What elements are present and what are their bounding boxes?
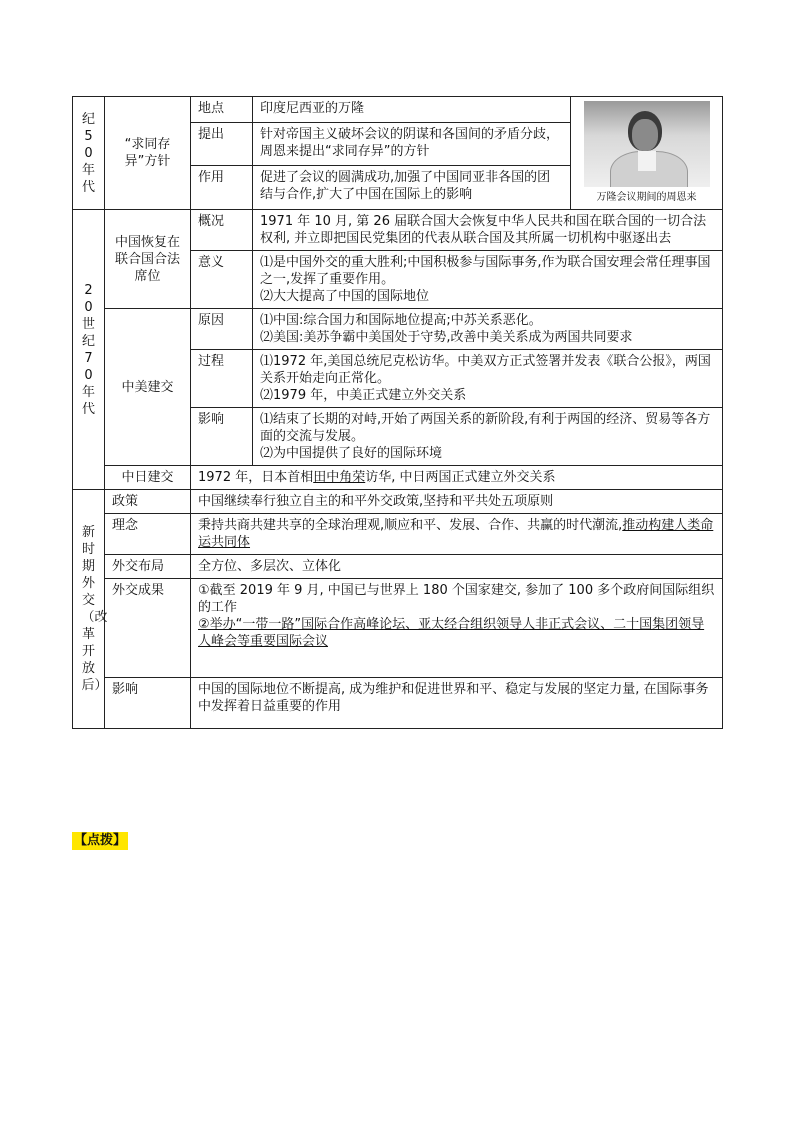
yingxiang-item-1: ⑴结束了长期的对峙,开始了两国关系的新阶段,有利于两国的经济、贸易等各方面的交流与发展。: [260, 412, 711, 444]
linian-text-underlined: 推动构建人类命运共同体: [198, 518, 714, 550]
chengguo-item-1: ①截至 2019 年 9 月, 中国已与世界上 180 个国家建交, 参加了 100 多个政府间国际组织的工作: [198, 583, 715, 615]
guocheng-item-2: ⑵1979 年，中美正式建立外交关系: [260, 388, 467, 403]
era-70s-cell: [73, 210, 105, 490]
diplomacy-table: [72, 96, 723, 729]
zhongmei-topic-cell: [105, 309, 191, 466]
un-topic: 中国恢复在联合国合法席位: [114, 234, 180, 284]
yuanyin-label: 原因: [191, 309, 253, 350]
row-didian: [73, 97, 723, 123]
new-yingxiang-text: 中国的国际地位不断提高, 成为维护和促进世界和平、稳定与发展的坚定力量, 在国际事务中发挥着日益重要的作用: [191, 678, 723, 729]
yingxiang-label: 影响: [191, 408, 253, 466]
new-yingxiang-label: 影响: [105, 678, 191, 729]
zhongri-topic: 中日建交: [105, 466, 191, 490]
guocheng-text: [253, 350, 723, 408]
row-buju: [73, 555, 723, 579]
didian-text: 印度尼西亚的万隆: [253, 97, 571, 123]
buju-label: 外交布局: [105, 555, 191, 579]
row-zhengce: [73, 490, 723, 514]
era-new-label: 新时期外交（改革开放后）: [81, 525, 108, 693]
zuoyong-text: 促进了会议的圆满成功,加强了中国同亚非各国的团结与合作,扩大了中国在国际上的影响: [253, 166, 571, 210]
era-new-cell: [73, 490, 108, 729]
yiyi-label: 意义: [191, 251, 253, 309]
yiyi-item-2: ⑵大大提高了中国的国际地位: [260, 289, 430, 304]
chengguo-text: [191, 579, 723, 678]
yuanyin-item-1: ⑴中国:综合国力和国际地位提高;中苏关系恶化。: [260, 313, 542, 328]
gaikuang-label: 概况: [191, 210, 253, 251]
buju-text: 全方位、多层次、立体化: [191, 555, 723, 579]
zhongri-text-underlined: 田中角荣: [313, 470, 366, 485]
zuoyong-label: 作用: [191, 166, 253, 210]
tip-label: 【点拨】: [74, 833, 127, 848]
yiyi-item-1: ⑴是中国外交的重大胜利;中国积极参与国际事务,作为联合国安理会常任理事国之一,发挥了重要作用。: [260, 255, 711, 287]
row-zhongri: [73, 466, 723, 490]
yuanyin-text: [253, 309, 723, 350]
chengguo-label: 外交成果: [105, 579, 191, 678]
zhengce-label: 政策: [105, 490, 191, 514]
gaikuang-text: 1971 年 10 月, 第 26 届联合国大会恢复中华人民共和国在联合国的一切合法权利, 并立即把国民党集团的代表从联合国及其所属一切机构中驱逐出去: [253, 210, 723, 251]
row-chengguo: [73, 579, 723, 678]
yiyi-text: [253, 251, 723, 309]
linian-text-a: 秉持共商共建共享的全球治理观,顺应和平、发展、合作、共赢的时代潮流,: [198, 518, 623, 533]
tichu-text: 针对帝国主义破坏会议的阴谋和各国间的矛盾分歧，周恩来提出“求同存异”的方针: [253, 122, 571, 166]
yingxiang-text: [253, 408, 723, 466]
zhongri-text-b: 访华, 中日两国正式建立外交关系: [365, 470, 556, 485]
chengguo-item-2: ②举办“一带一路”国际合作高峰论坛、亚太经合组织领导人非正式会议、二十国集团领导人峰会等重要国际会议: [198, 617, 705, 649]
guocheng-item-1: ⑴1972 年,美国总统尼克松访华。中美双方正式签署并发表《联合公报》，两国关系开始走向正常化。: [260, 354, 711, 386]
linian-text: [191, 514, 723, 555]
zhou-enlai-photo: [584, 101, 710, 187]
photo-cell: [571, 97, 723, 210]
didian-label: 地点: [191, 97, 253, 123]
linian-label: 理念: [105, 514, 191, 555]
qiutong-topic: “求同存异”方针: [124, 137, 171, 169]
tichu-label: 提出: [191, 122, 253, 166]
era-50s-cell: [73, 97, 105, 210]
yuanyin-item-2: ⑵美国:美苏争霸中美国处于守势,改善中美关系成为两国共同要求: [260, 330, 633, 345]
zhongmei-topic: 中美建交: [121, 379, 174, 395]
row-new-yingxiang: [73, 678, 723, 729]
zhongri-text: [191, 466, 723, 490]
zhengce-text: 中国继续奉行独立自主的和平外交政策,坚持和平共处五项原则: [191, 490, 723, 514]
row-linian: [73, 514, 723, 555]
zhongri-text-a: 1972 年，日本首相: [198, 470, 314, 485]
era-70s-label: 20世纪70年代: [81, 282, 95, 417]
photo-caption: 万隆会议期间的周恩来: [596, 192, 697, 203]
un-topic-cell: [105, 210, 191, 309]
row-yuanyin: [73, 309, 723, 350]
era-50s-label: 纪50年代: [81, 111, 95, 195]
qiutong-topic-cell: [105, 97, 191, 210]
guocheng-label: 过程: [191, 350, 253, 408]
row-gaikuang: [73, 210, 723, 251]
yingxiang-item-2: ⑵为中国提供了良好的国际环境: [260, 446, 443, 461]
